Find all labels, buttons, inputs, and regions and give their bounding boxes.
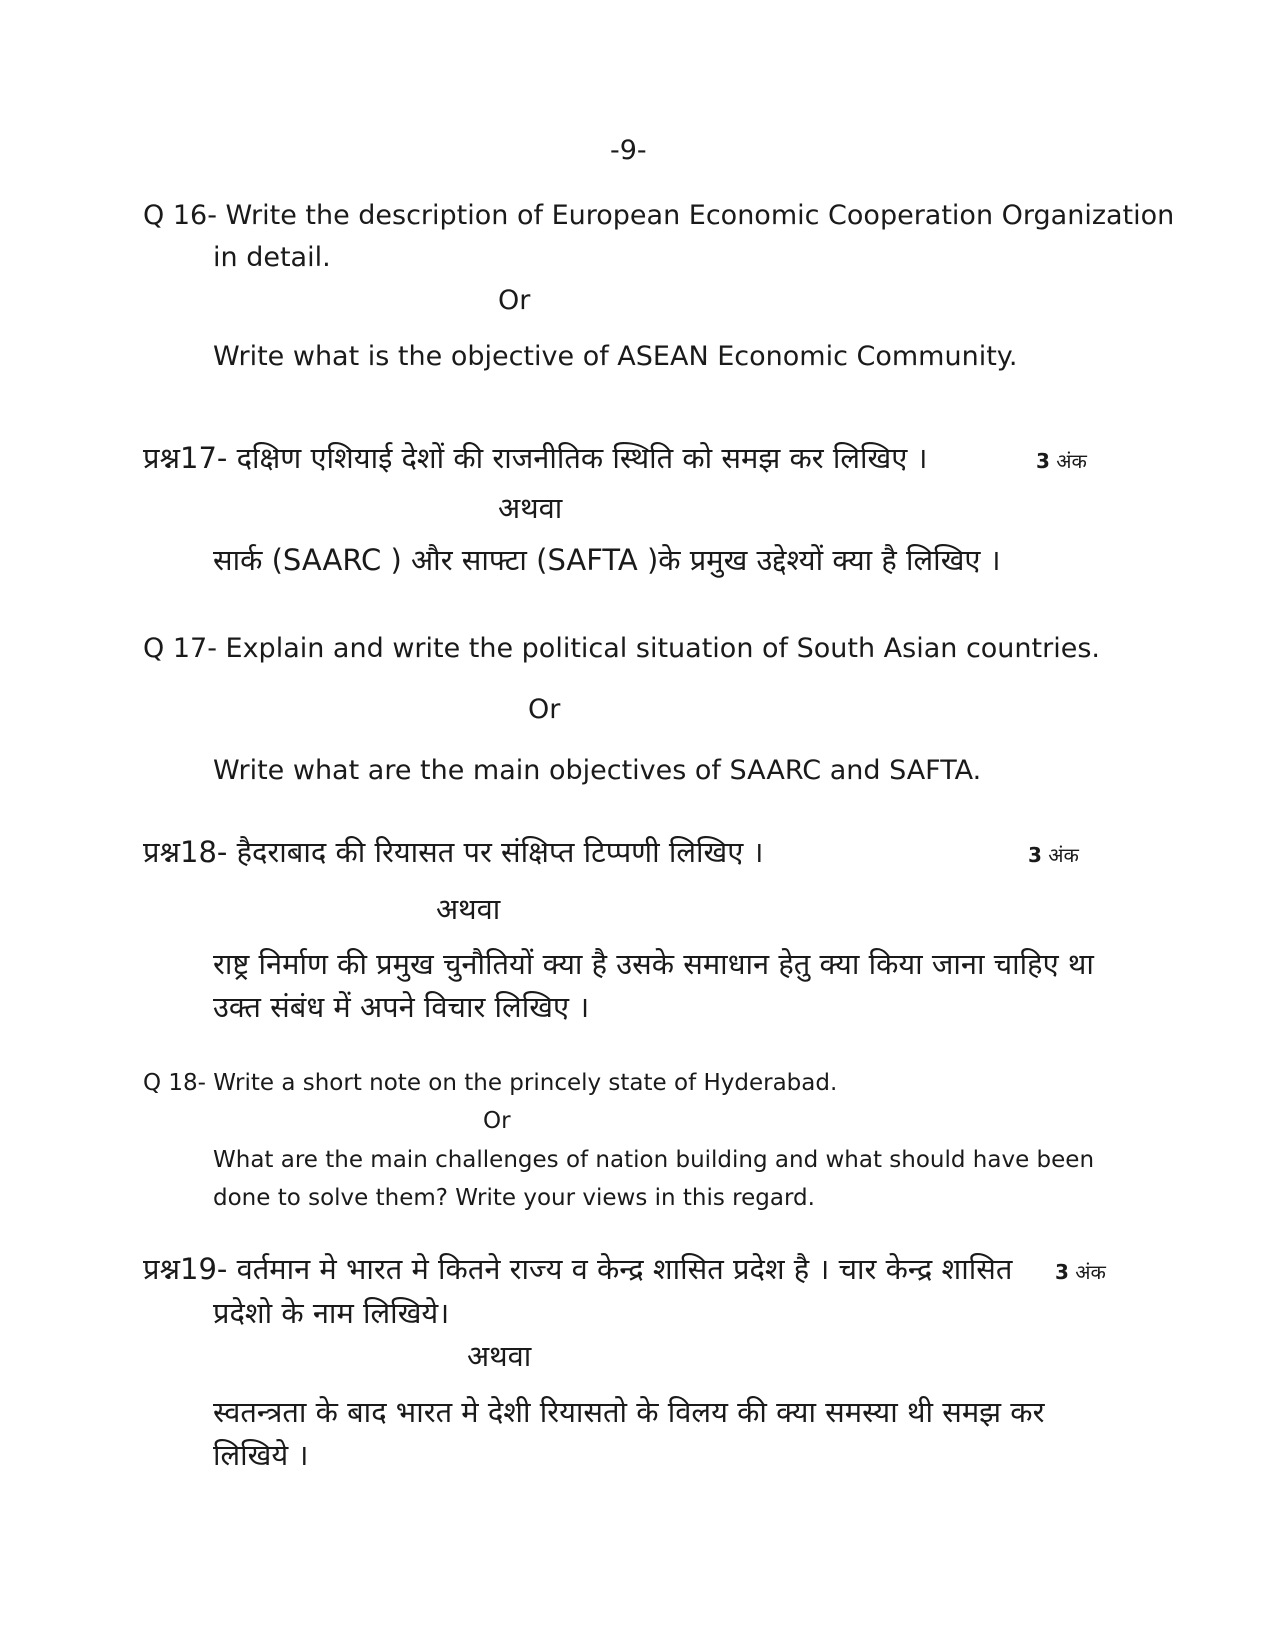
p17-marks-unit: अंक [1056,449,1087,473]
p18-marks-num: 3 [1028,843,1042,867]
p17-marks [1036,451,1087,471]
q17-or: Or [528,694,561,725]
p18-marks-unit: अंक [1048,843,1079,867]
q16-or: Or [498,285,531,316]
p18-alt-line2: उक्त संबंध में अपने विचार लिखिए । [213,990,590,1024]
p19-line1: प्रश्न19- वर्तमान मे भारत मे कितने राज्य व केन्द्र शासित प्रदेश है । चार केन्द्र शासित [143,1252,1013,1286]
q17-line1: Q 17- Explain and write the political situation of South Asian countries. [143,633,1100,664]
q18-or: Or [483,1108,511,1134]
q18-alt-line2: done to solve them? Write your views in this regard. [213,1185,815,1211]
p18-marks [1028,845,1079,865]
q18-line1: Q 18- Write a short note on the princely state of Hyderabad. [143,1070,838,1096]
p17-marks-num: 3 [1036,449,1050,473]
q18-alt-line1: What are the main challenges of nation building and what should have been [213,1147,1095,1173]
p19-or: अथवा [467,1339,532,1373]
p18-or: अथवा [436,892,501,926]
q17-alt: Write what are the main objectives of SAARC and SAFTA. [213,755,982,786]
q16-line1: Q 16- Write the description of European Economic Cooperation Organization [143,200,1175,231]
p19-marks [1055,1262,1106,1282]
q16-alt: Write what is the objective of ASEAN Economic Community. [213,341,1018,372]
p19-marks-num: 3 [1055,1260,1069,1284]
p19-alt-line2: लिखिये । [213,1438,309,1472]
p19-alt-line1: स्वतन्त्रता के बाद भारत मे देशी रियासतो के विलय की क्या समस्या थी समझ कर [213,1395,1045,1429]
p19-line2: प्रदेशो के नाम लिखिये। [213,1296,450,1330]
q16-line2: in detail. [213,242,331,273]
p18-line1: प्रश्न18- हैदराबाद की रियासत पर संक्षिप्त टिप्पणी लिखिए । [143,835,764,869]
p17-alt: सार्क (SAARC ) और साफ्टा (SAFTA )के प्रमुख उद्देश्यों क्या है लिखिए । [213,543,1001,577]
p17-line1: प्रश्न17- दक्षिण एशियाई देशों की राजनीतिक स्थिति को समझ कर लिखिए । [143,441,928,475]
p19-marks-unit: अंक [1075,1260,1106,1284]
p18-alt-line1: राष्ट्र निर्माण की प्रमुख चुनौतियों क्या है उसके समाधान हेतु क्या किया जाना चाहिए था [213,947,1094,981]
p17-or: अथवा [498,491,563,525]
page-number: -9- [610,135,647,166]
